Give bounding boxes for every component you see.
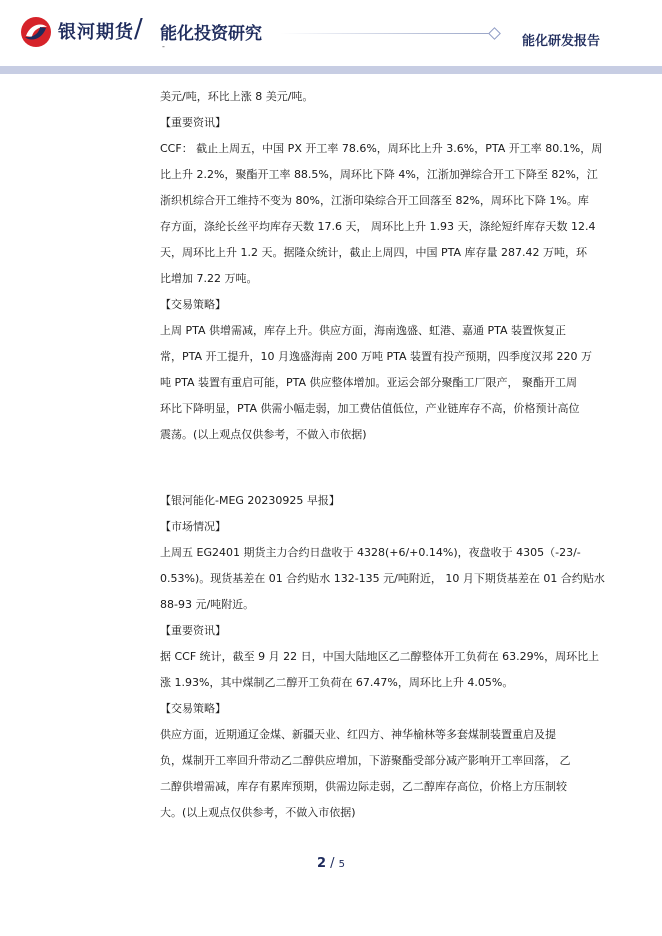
section-title: 能化投资研究 [160,24,262,44]
meg-strategy-heading: 【交易策略】 [160,702,226,715]
text-line: 天，周环比上升 1.2 天。据隆众统计，截止上周四，中国 PTA 库存量 287.42 万吨，环 [160,246,587,259]
text-line: 大。(以上观点仅供参考，不做入市依据) [160,806,356,819]
text-line: 比增加 7.22 万吨。 [160,272,258,285]
pta-strategy-paragraph [160,318,622,448]
text-line: 上周五 EG2401 期货主力合约日盘收于 4328(+6/+0.14%)，夜盘收于 4305（-23/- [160,546,581,559]
text-line: 二醇供增需减，库存有累库预期，供需边际走弱，乙二醇库存高位，价格上方压制较 [160,780,567,793]
pta-strategy-heading: 【交易策略】 [160,298,226,311]
text-line: 上周 PTA 供增需减，库存上升。供应方面，海南逸盛、虹港、嘉通 PTA 装置恢复正 [160,324,567,337]
diamond-icon [488,27,501,40]
header-slash: / [134,14,143,44]
text-line: 88-93 元/吨附近。 [160,598,255,611]
meg-market-paragraph [160,540,622,618]
section-gap [160,448,622,488]
text-line: 吨 PTA 装置有重启可能，PTA 供应整体增加。亚运会部分聚酯工厂限产， 聚酯开工周 [160,376,578,389]
report-type: 能化研发报告 [522,34,601,49]
text-line: CCF： 截止上周五，中国 PX 开工率 78.6%，周环比上升 3.6%，PTA 开工率 80.1%，周 [160,142,603,155]
text-line: 比上升 2.2%，聚酯开工率 88.5%，周环比下降 4%，江浙加弹综合开工下降至 82%，江 [160,168,598,181]
page-total: 5 [338,859,346,870]
header-divider-line [280,33,490,34]
brand-name: 银河期货 [58,22,134,43]
text-line: 存方面，涤纶长丝平均库存天数 17.6 天， 周环比上升 1.93 天，涤纶短纤库存天数 12.4 [160,220,596,233]
page-separator: / [326,856,339,871]
pta-continued-text: 美元/吨，环比上涨 8 美元/吨。 [160,90,314,103]
meg-news-paragraph [160,644,622,696]
meg-market-heading: 【市场情况】 [160,520,226,533]
text-line: 震荡。(以上观点仅供参考，不做入市依据) [160,428,367,441]
pta-news-heading: 【重要资讯】 [160,116,226,129]
text-line: 负，煤制开工率回升带动乙二醇供应增加，下游聚酯受部分减产影响开工率回落， 乙 [160,754,571,767]
text-line: 涨 1.93%，其中煤制乙二醇开工负荷在 67.47%，周环比上升 4.05%。 [160,676,514,689]
report-body [160,84,622,826]
meg-news-heading: 【重要资讯】 [160,624,226,637]
page-number [0,856,662,871]
header-bar [0,66,662,74]
text-line: 0.53%)。现货基差在 01 合约贴水 132-135 元/吨附近， 10 月下期货基差在 01 合约贴水 [160,572,605,585]
header-tiny-mark: - [162,42,165,51]
text-line: 环比下降明显，PTA 供需小幅走弱，加工费估值低位，产业链库存不高，价格预计高位 [160,402,580,415]
page-current: 2 [316,856,326,871]
text-line: 常，PTA 开工提升，10 月逸盛海南 200 万吨 PTA 装置有投产预期，四季度汉邦 220 万 [160,350,593,363]
text-line: 供应方面，近期通辽金煤、新疆天业、红四方、神华榆林等多套煤制装置重启及提 [160,728,556,741]
text-line: 据 CCF 统计，截至 9 月 22 日，中国大陆地区乙二醇整体开工负荷在 63.29%，周环比上 [160,650,600,663]
meg-strategy-paragraph [160,722,622,826]
meg-report-title: 【银河能化-MEG 20230925 早报】 [160,494,340,507]
galaxy-logo-icon [20,16,52,48]
page-header [0,0,662,74]
text-line: 浙织机综合开工维持不变为 80%，江浙印染综合开工回落至 82%，周环比下降 1%。库 [160,194,589,207]
pta-news-paragraph [160,136,622,292]
